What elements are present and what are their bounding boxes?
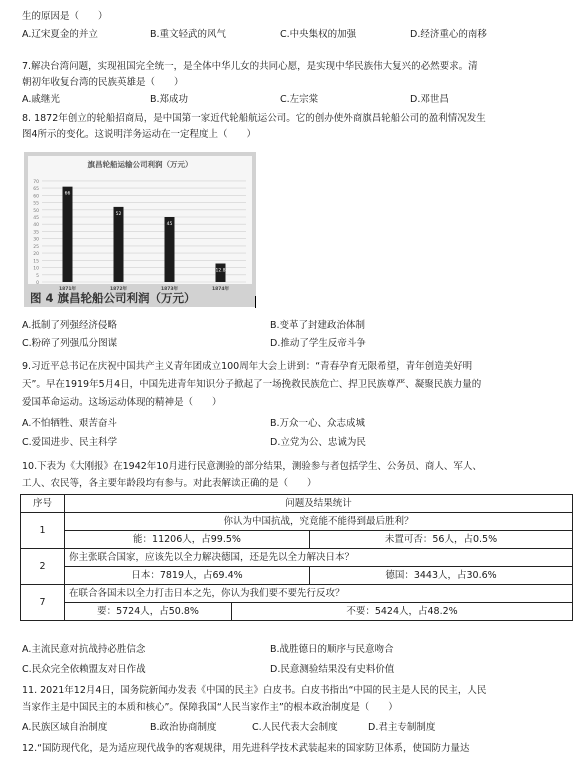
option-c[interactable]: C.中央集权的加强 (280, 29, 357, 40)
y-tick-label: 50 (33, 208, 39, 214)
table-row (21, 513, 573, 531)
option-a[interactable]: A.不怕牺牲、艰苦奋斗 (22, 418, 117, 429)
y-tick-label: 5 (36, 273, 39, 279)
option-d[interactable]: D.立党为公、忠诚为民 (270, 437, 366, 448)
header-question: 问题及结果统计 (65, 495, 573, 513)
question-line: 7.解决台湾问题，实现祖国完全统一，是全体中华儿女的共同心愿，是实现中华民族伟大复兴的必然要求。清 (22, 61, 478, 72)
option-row (22, 663, 572, 676)
y-tick-label: 45 (33, 216, 39, 221)
chart-title: 旗昌轮船运输公司利润（万元） (87, 160, 193, 169)
question-line: 朝初年收复台湾的民族英雄是（ ） (22, 77, 184, 88)
answer-cell: 不要：5424人，占48.2% (232, 603, 573, 621)
y-tick-label: 20 (33, 252, 39, 258)
y-tick-label: 65 (33, 187, 39, 193)
bar-1872年 (114, 207, 124, 282)
y-tick-label: 40 (33, 223, 39, 229)
question-line: 工人、农民等，各主要年龄段均有参与。对此表解读正确的是（ ） (22, 478, 317, 489)
option-row (22, 28, 572, 41)
table-row (21, 531, 573, 549)
option-b[interactable]: B.重文轻武的风气 (150, 29, 227, 40)
bar-value-label: 45 (166, 222, 173, 227)
option-b[interactable]: B.郑成功 (150, 94, 189, 105)
option-row (22, 721, 572, 734)
question-line: 11. 2021年12月4日，国务院新闻办发表《中国的民主》白皮书。白皮书指出“中国的民主是人民的民主，人民 (22, 685, 487, 696)
option-b[interactable]: B.战胜德日的顺序与民意吻合 (270, 644, 394, 655)
y-tick-label: 35 (33, 230, 39, 236)
x-tick-label: 1872年 (109, 287, 128, 292)
option-a[interactable]: A.抵制了列强经济侵略 (22, 320, 117, 331)
answer-cell: 要：5724人，占50.8% (65, 603, 232, 621)
survey-table (20, 494, 573, 621)
x-tick-label: 1871年 (58, 287, 77, 292)
option-row (22, 93, 572, 106)
option-c[interactable]: C.左宗棠 (280, 94, 319, 105)
y-tick-label: 0 (36, 281, 39, 286)
table-row (21, 549, 573, 567)
answer-cell: 德国：3443人，占30.6% (310, 567, 573, 585)
bar-value-label: 12.8 (215, 268, 226, 274)
option-a[interactable]: A.主流民意对抗战持必胜信念 (22, 644, 146, 655)
option-d[interactable]: D.经济重心的南移 (410, 29, 487, 40)
question-line: 爱国革命运动。这场运动体现的精神是（ ） (22, 397, 222, 408)
row-number: 7 (21, 585, 65, 621)
figure-4-bar-chart (24, 152, 256, 307)
question-line: 12.“国防现代化，是为适应现代战争的客观规律，用先进科学技术武装起来的国家防卫体系，使国防力量达 (22, 743, 470, 754)
y-tick-label: 10 (33, 266, 39, 272)
y-tick-label: 25 (33, 244, 39, 250)
y-tick-label: 55 (33, 201, 39, 207)
question-line: 图4所示的变化。这说明洋务运动在一定程度上（ ） (22, 129, 257, 140)
option-a[interactable]: A.戚继光 (22, 94, 60, 105)
option-c[interactable]: C.爱国进步、民主科学 (22, 437, 118, 448)
question-line: 当家作主是中国民主的本质和核心”。保障我国“人民当家作主”的根本政治制度是（ ） (22, 702, 398, 713)
bar-1871年 (63, 187, 73, 282)
option-d[interactable]: D.君主专制制度 (368, 722, 436, 733)
y-tick-label: 15 (33, 259, 39, 265)
y-tick-label: 60 (33, 194, 39, 200)
answer-cell: 能：11206人，占99.5% (65, 531, 310, 549)
row-number: 1 (21, 513, 65, 549)
table-row (21, 585, 573, 603)
option-c[interactable]: C.民众完全依赖盟友对日作战 (22, 664, 146, 675)
question-line: 10.下表为《大刚报》在1942年10月进行民意测验的部分结果，测验参与者包括学生、公务员、商人、军人、 (22, 461, 482, 472)
question-line: 生的原因是（ ） (22, 11, 108, 22)
x-tick-label: 1874年 (211, 287, 230, 292)
option-c[interactable]: C.粉碎了列强瓜分图谋 (22, 338, 118, 349)
option-d[interactable]: D.邓世昌 (410, 94, 449, 105)
bar-value-label: 66 (64, 191, 71, 197)
question-line: 天”。早在1919年5月4日，中国先进青年知识分子掀起了一场挽救民族危亡、捍卫民族尊严、凝聚民族力量的 (22, 379, 482, 390)
table-row (21, 603, 573, 621)
profit-chart (24, 152, 256, 307)
answer-cell: 日本：7819人，占69.4% (65, 567, 310, 585)
table-header-row (21, 495, 573, 513)
option-c[interactable]: C.人民代表大会制度 (252, 722, 338, 733)
option-a[interactable]: A.辽宋夏金的并立 (22, 29, 98, 40)
question-line: 8. 1872年创立的轮船招商局，是中国第一家近代轮船航运公司。它的创办使外商旗昌轮船公司的盈利情况发生 (22, 113, 486, 124)
answer-cell: 未置可否：56人，占0.5% (310, 531, 573, 549)
row-question: 你认为中国抗战，究竟能不能得到最后胜利？ (65, 513, 573, 531)
header-number: 序号 (21, 495, 65, 513)
text-cursor (255, 296, 256, 308)
bar-value-label: 52 (115, 211, 122, 217)
option-d[interactable]: D.民意测验结果没有史料价值 (270, 664, 395, 675)
option-row (22, 417, 572, 430)
option-b[interactable]: B.政治协商制度 (150, 722, 217, 733)
option-a[interactable]: A.民族区域自治制度 (22, 722, 108, 733)
option-d[interactable]: D.推动了学生反帝斗争 (270, 338, 366, 349)
y-tick-label: 30 (33, 237, 39, 243)
option-b[interactable]: B.万众一心、众志成城 (270, 418, 366, 429)
row-question: 你主张联合国家，应该先以全力解决德国，还是先以全力解决日本？ (65, 549, 573, 567)
y-tick-label: 70 (33, 179, 39, 185)
option-row (22, 337, 572, 350)
question-line: 9.习近平总书记在庆祝中国共产主义青年团成立100周年大会上讲到：“青春孕育无限希望，青年创造美好明 (22, 361, 473, 372)
table-row (21, 567, 573, 585)
option-row (22, 436, 572, 449)
option-row (22, 319, 572, 332)
figure-caption: 图 4 旗昌轮船公司利润（万元） (30, 291, 196, 305)
option-row (22, 643, 572, 656)
row-question: 在联合各国未以全力打击日本之先，你认为我们要不要先行反攻？ (65, 585, 573, 603)
option-b[interactable]: B.变革了封建政治体制 (270, 320, 366, 331)
row-number: 2 (21, 549, 65, 585)
x-tick-label: 1873年 (160, 287, 179, 292)
